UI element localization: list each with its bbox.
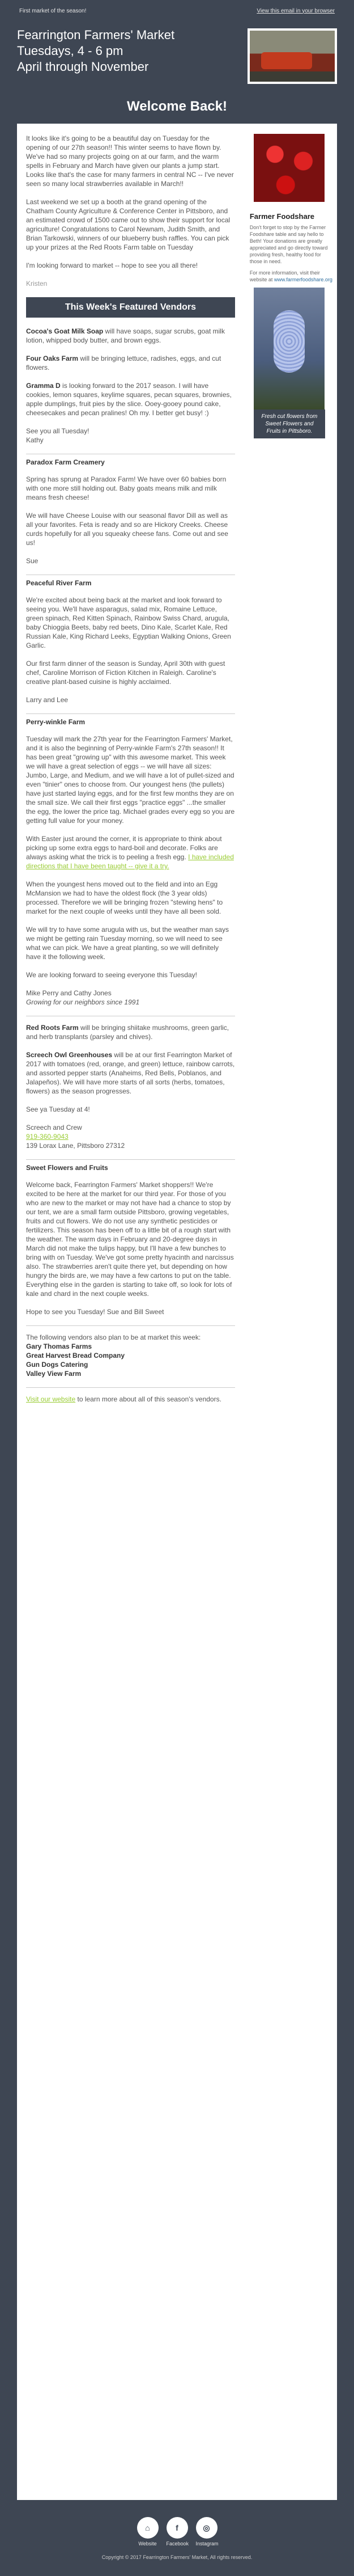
market-title [17, 27, 174, 75]
intro-paragraph: I'm looking forward to market -- hope to see you all there! [26, 261, 198, 269]
sign-line: Kathy [26, 436, 44, 444]
instagram-icon[interactable]: ◎ [196, 2517, 217, 2539]
intro-paragraph: It looks like it's going to be a beautiful day on Tuesday for the opening of our 27th season!! This winter seems to have flown by. We've had so many projects going on at our farm, and the warm spells in February and March have given our plants a jump start. Looks like that's the case for many farmers in central NC -- I've never seen so many local strawberries available in March!! [26, 134, 234, 188]
sidebar-title: Farmer Foodshare [249, 212, 314, 221]
icon-label: Website [138, 2541, 157, 2547]
website-icon[interactable]: ⌂ [137, 2517, 159, 2539]
footer [0, 2500, 354, 2568]
red-truck-image [248, 28, 337, 84]
gramma-signature [26, 426, 235, 445]
hero-line-3: April through November [17, 60, 149, 74]
vendor-text: will be bringing shiitake mushrooms, green garlic, and herb transplants (parsley and chives). [26, 1024, 229, 1041]
preheader-text: First market of the season! [19, 7, 87, 14]
email-body [17, 124, 337, 2500]
facebook-icon[interactable]: f [167, 2517, 188, 2539]
also-vendors [26, 1333, 235, 1378]
address: 139 Lorax Lane, Pittsboro 27312 [26, 1142, 125, 1150]
also-intro: The following vendors also plan to be at market this week: [26, 1333, 201, 1341]
website-note [26, 1395, 235, 1404]
perry-signature [26, 989, 235, 1007]
sign-line: Screech and Crew [26, 1124, 82, 1131]
hero-line-2: Tuesdays, 4 - 6 pm [17, 44, 123, 58]
website-link[interactable]: Visit our website [26, 1395, 76, 1403]
peaceful-paragraph: Our first farm dinner of the season is Sunday, April 30th with guest chef, Caroline Morrison of Fiction Kitchen in Raleigh. Caroline's creative plant-based cuisine is highly acclaimed. [26, 660, 225, 686]
website-note-text: to learn more about all of this season's vendors. [75, 1395, 221, 1403]
perry-paragraph [26, 834, 235, 871]
main-column [17, 124, 243, 2500]
vendor-name: Red Roots Farm [26, 1024, 79, 1032]
divider [26, 1387, 235, 1388]
sign-tagline: Growing for our neighbors since 1991 [26, 998, 140, 1006]
egg-directions-link[interactable]: I have included directions that I have been taught -- give it a try. [26, 853, 234, 870]
sidebar [243, 124, 337, 2500]
foodshare-link[interactable]: www.farmerfoodshare.org [274, 277, 332, 282]
preheader [0, 0, 354, 22]
paradox-paragraph: Spring has sprung at Paradox Farm! We have over 60 babies born with one more still holding out. Baby goats means milk and milk means fresh cheese! [26, 475, 227, 501]
intro-signature: Kristen [26, 280, 48, 288]
vendor-text: is looking forward to the 2017 season. I will have cookies, lemon squares, keylime squares, pecan squares, brownies, apple dumplings, fruit pies by the slice. Ooey-gooey pound cake, cheesecakes and pecan pralines! Oh my. I better get busy! :) [26, 382, 232, 417]
featured-vendors-banner: This Week's Featured Vendors [26, 297, 235, 318]
hyacinth-image [254, 288, 325, 409]
icon-label: Facebook [166, 2541, 189, 2547]
vendor-name: Gramma D [26, 382, 61, 390]
sign-line: Mike Perry and Cathy Jones [26, 989, 112, 997]
vendor-name: Valley View Farm [26, 1370, 82, 1378]
social-icons [0, 2500, 354, 2539]
perry-paragraph: Tuesday will mark the 27th year for the Fearrington Farmers' Market, and it is also the beginning of Perry-winkle Farm's 27th season!! It has been great "growing up" with this awesome market. This week we will have a great selection of eggs -- we will have all sizes: Jumbo, Large, and Medium, and we will have a lot of pullet-sized and even "tinier" ones to choose from. Our youngest hens (the pullets) have just started laying eggs, and for the first few months they are on the small size. We call their first eggs "practice eggs" ...the smaller the egg, the lower the price tag. Michael grades every egg so you are getting full value for your money. [26, 735, 235, 825]
perry-text: With Easter just around the corner, it is appropriate to think about picking up some extra eggs to hard-boil and decorate. Folks are always asking what the trick is to peeling a fresh egg. [26, 835, 222, 861]
divider [26, 1325, 235, 1326]
section-perry-title: Perry-winkle Farm [26, 713, 235, 727]
view-in-browser-link[interactable]: View this email in your browser [257, 7, 335, 14]
copyright: Copyright © 2017 Fearrington Farmers' Market, All rights reserved. [101, 2554, 253, 2560]
strawberry-image [254, 134, 325, 202]
vendor-text: will be at our first Fearrington Market of 2017 with tomatoes (red, orange, and green) lettuce, rainbow carrots, and assorted pepper starts (Anaheims, Red Bells, Poblanos, and Jalapeños). We will have more starts of all sorts (herbs, tomatoes, flowers) as the season progresses. [26, 1051, 235, 1095]
intro-paragraph: Last weekend we set up a booth at the grand opening of the Chatham County Agriculture & Conference Center in Pittsboro, and an estimated crowd of 1500 came out to show their support for local agriculture! Congratulations to Carol Newnam, Judith Smith, and Brian Tarkowski, winners of our blueberry bush raffles. You can pick up your prizes at the Red Roots Farm table on Tuesday [26, 198, 231, 251]
vendor-name: Great Harvest Bread Company [26, 1352, 125, 1359]
hero-header [17, 22, 337, 90]
section-paradox-title: Paradox Farm Creamery [26, 454, 235, 467]
vendor-four-oaks [26, 354, 235, 372]
hero-line-1: Fearrington Farmers' Market [17, 28, 175, 42]
sign-line: See you all Tuesday! [26, 427, 89, 435]
paradox-paragraph: We will have Cheese Louise with our seasonal flavor Dill as well as all your favorites. Feta is ready and so are Hickory Creeks. Cheese curds hopefully for all you squeaky cheese fans. Come out and see us! [26, 512, 228, 547]
vendor-name: Cocoa's Goat Milk Soap [26, 327, 104, 335]
peaceful-paragraph: We're excited about being back at the market and look forward to seeing you. We'll have asparagus, salad mix, Romaine Lettuce, green spinach, Red Kitten Spinach, Rainbow Swiss Chard, arugula, baby Chioggia Beets, baby red beets, Dino Kale, Scarlet Kale, Red Russian Kale, King Richard Leeks, Egyptian Walking Onions, Green Garlic. [26, 596, 231, 649]
section-sweet-title: Sweet Flowers and Fruits [26, 1159, 235, 1172]
perry-paragraph: We are looking forward to seeing everyone this Tuesday! [26, 971, 197, 979]
vendor-cocoa [26, 327, 235, 345]
sweet-paragraph: Welcome back, Fearrington Farmers' Market shoppers!! We're excited to be here at the market for our third year. For those of you who are new to the market or may not have had a chance to stop by our tent, we are a small farm outside Pittsboro, growing vegetables, fruits and cut flowers. We do not use any synthetic pesticides or fertilizers. This season has been off to a little bit of a rough start with the weather. The warm days in February and 20-degree days in March did not make the tulips happy, but I'll have a few bunches to bring with on Tuesday. We've got some pretty hyacinth and narcissus also. The strawberries aren't quite there yet, but depending on how hungry the birds are, we may have a few cartons to put on the table. Everything else in the garden is starting to take off, so look for lots of kale and chard in the next couple weeks. [26, 1181, 234, 1298]
sidebar-paragraph: Don't forget to stop by the Farmer Foodshare table and say hello to Beth! Your donations are greatly appreciated and go directly toward providing fresh, healthy food for those in need. [249, 225, 328, 264]
welcome-heading: Welcome Back! [17, 90, 337, 124]
screech-paragraph: See ya Tuesday at 4! [26, 1105, 90, 1113]
image-caption: Fresh cut flowers from Sweet Flowers and Fruits in Pittsboro. [254, 409, 325, 438]
vendor-gramma-d [26, 381, 235, 417]
vendor-name: Four Oaks Farm [26, 354, 79, 362]
screech-signature [26, 1123, 235, 1150]
peaceful-signature: Larry and Lee [26, 696, 69, 704]
social-labels [0, 2541, 354, 2547]
section-peaceful-title: Peaceful River Farm [26, 575, 235, 588]
vendor-screech-owl [26, 1050, 235, 1096]
vendor-text: will have soaps, sugar scrubs, goat milk lotion, whipped body butter, and brown eggs. [26, 327, 225, 344]
phone-link[interactable]: 919-360-9043 [26, 1133, 69, 1141]
sweet-paragraph: Hope to see you Tuesday! Sue and Bill Sweet [26, 1308, 164, 1316]
vendor-name: Screech Owl Greenhouses [26, 1051, 113, 1059]
icon-label: Instagram [195, 2541, 219, 2547]
vendor-text: will be bringing lettuce, radishes, eggs, and cut flowers. [26, 354, 221, 371]
perry-paragraph: We will try to have some arugula with us, but the weather man says we might be getting rain Tuesday morning, so we will need to see what we can pick. We have a great planting, so we will definitely have it the following week. [26, 926, 229, 961]
vendor-name: Gun Dogs Catering [26, 1361, 88, 1369]
sidebar-paragraph [250, 269, 332, 283]
sidebar-text: For more information, visit their website at [249, 270, 320, 282]
perry-paragraph: When the youngest hens moved out to the field and into an Egg McMansion we had to have the oldest flock (the 3 year olds) processed. Therefore we will be bringing frozen "stewing hens" to market for the next couple of weeks until they have all been sold. [26, 880, 223, 915]
vendor-red-roots [26, 1023, 235, 1041]
paradox-signature: Sue [26, 557, 39, 565]
vendor-name: Gary Thomas Farms [26, 1342, 92, 1350]
